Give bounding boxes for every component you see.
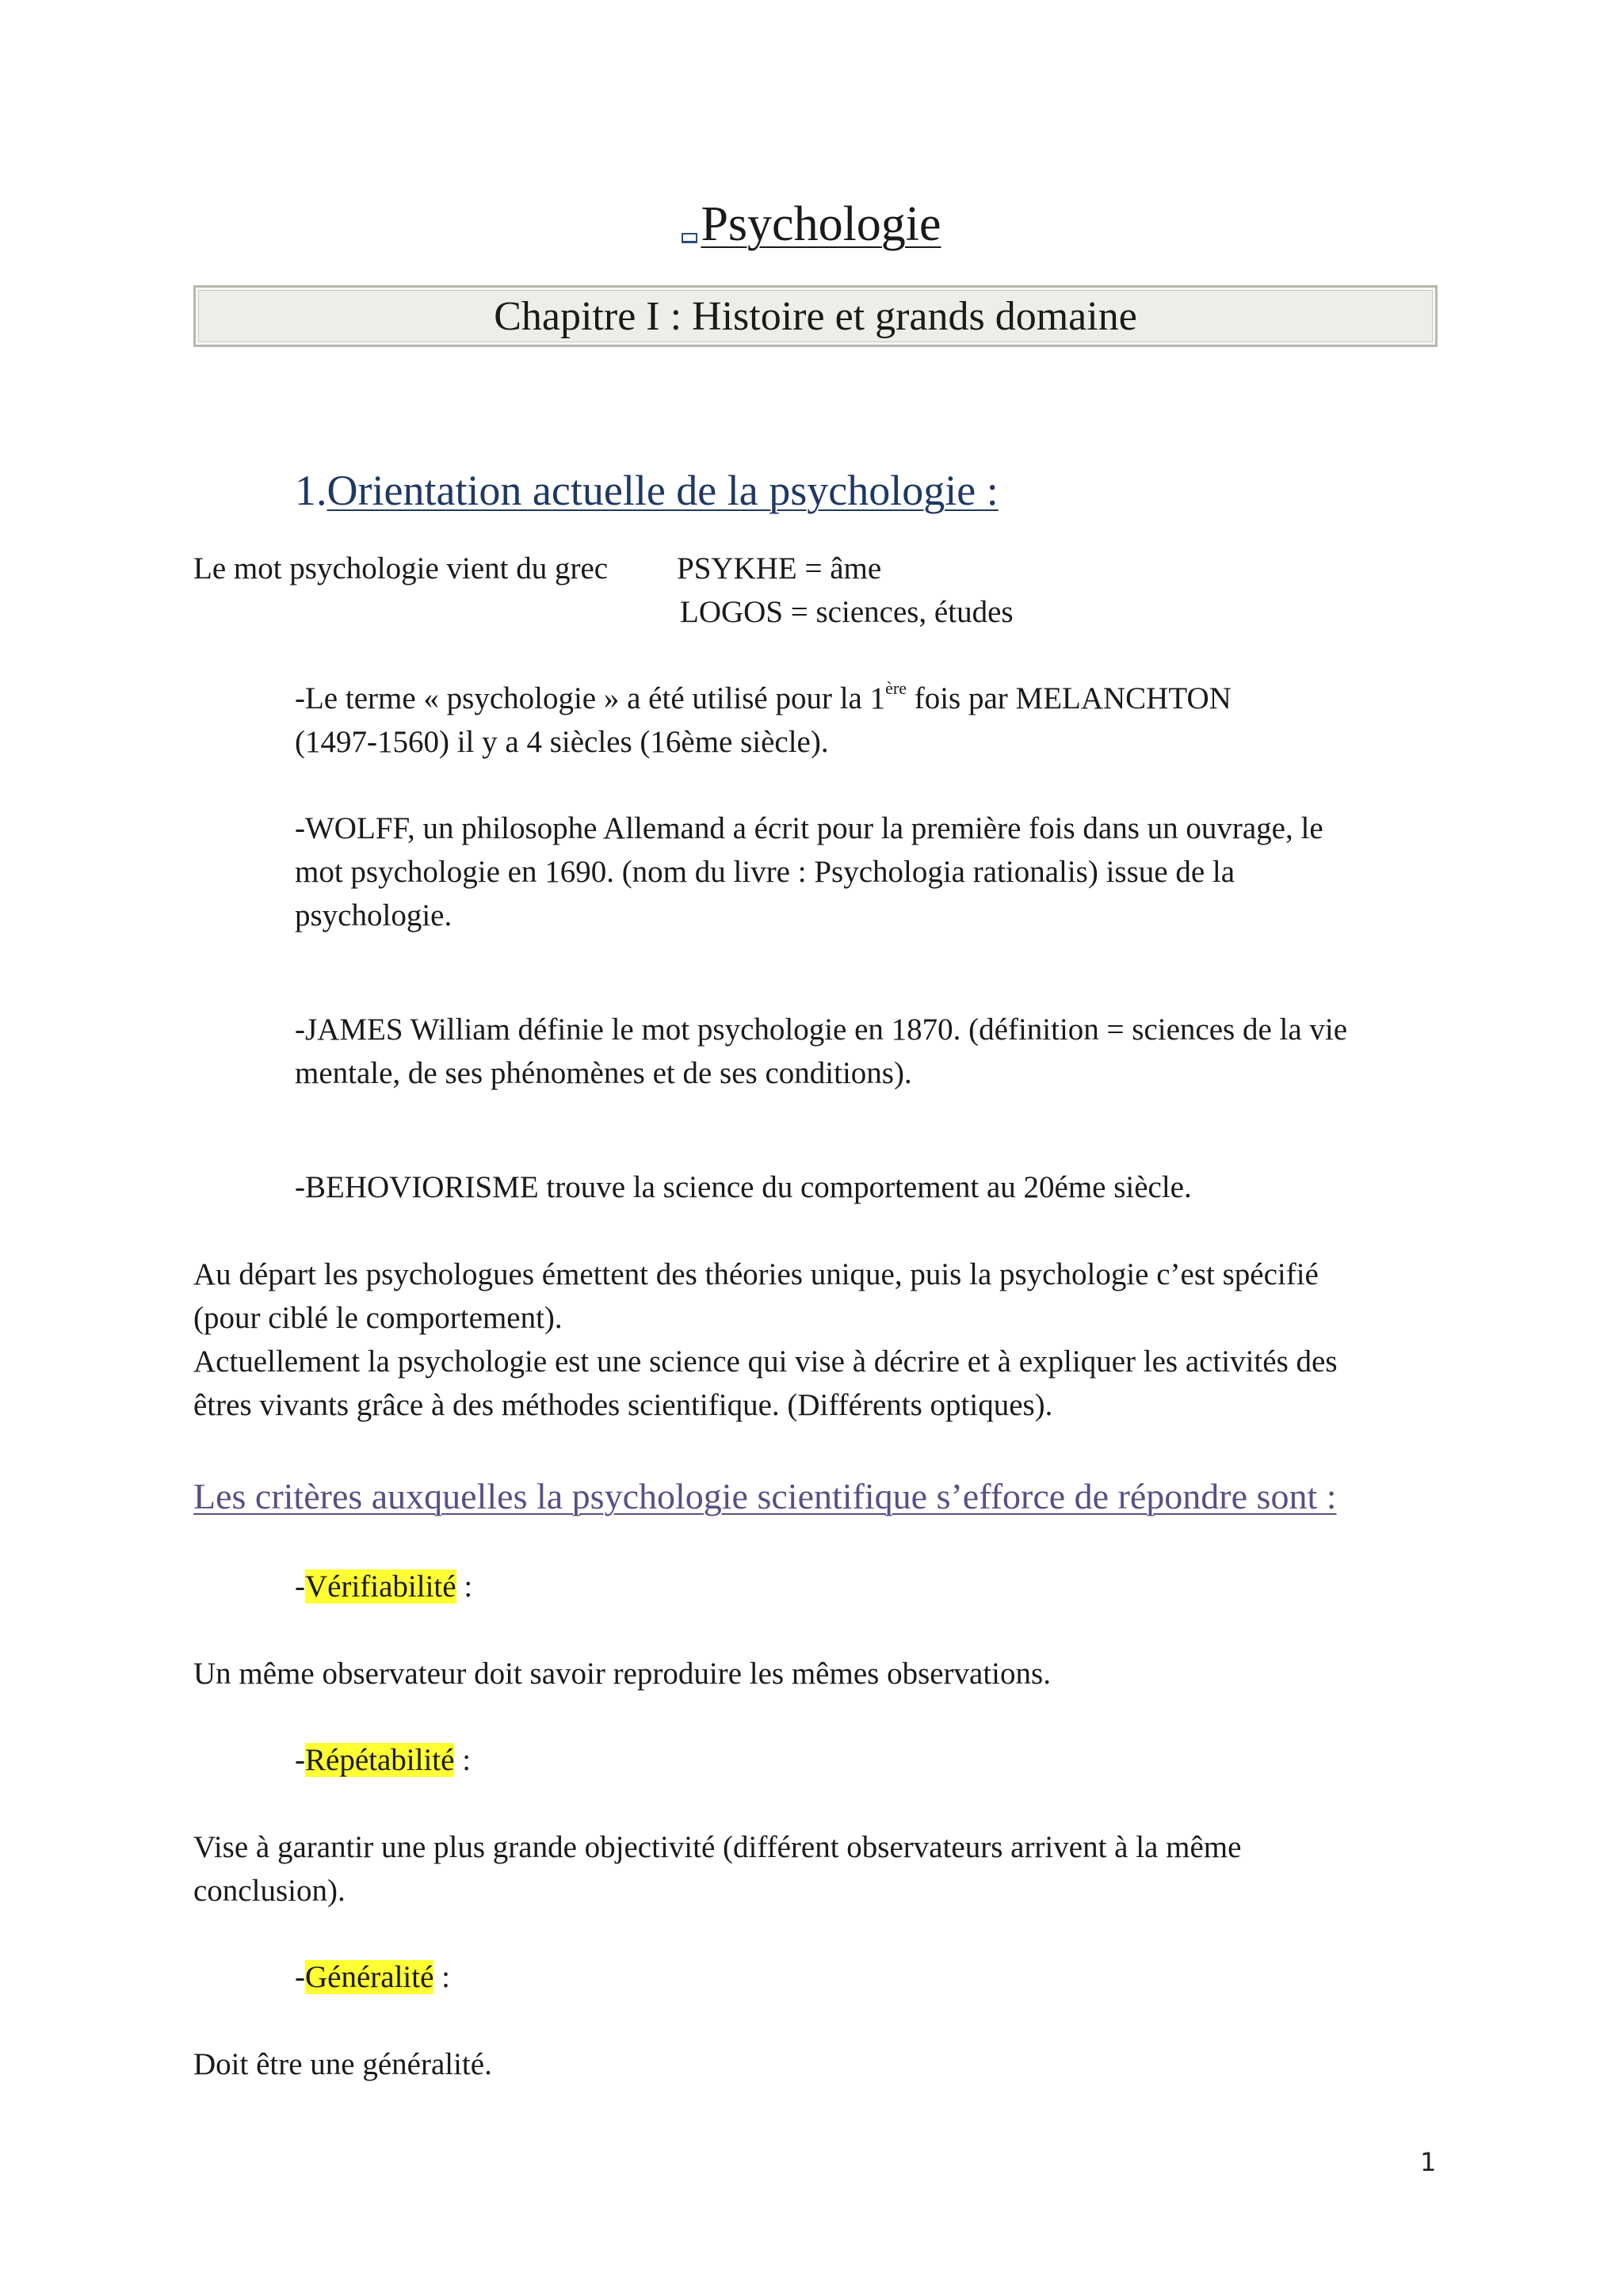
section-heading: 1.Orientation actuelle de la psychologie :	[295, 467, 999, 514]
highlight-repetabilite: Répétabilité	[305, 1743, 455, 1777]
history-paragraph-1: -Le terme « psychologie » a été utilisé pour la 1ère fois par MELANCHTON	[295, 678, 1232, 715]
chapter-heading-box	[193, 285, 1438, 347]
history-paragraph-2-line-2: mot psychologie en 1690. (nom du livre : Psychologia rationalis) issue de la	[295, 855, 1235, 889]
criterion-generalite-desc: Doit être une généralité.	[193, 2047, 492, 2081]
history-paragraph-1-line-2: (1497-1560) il y a 4 siècles (16ème siècle).	[295, 725, 829, 759]
criterion-verifiabilite-desc: Un même observateur doit savoir reproduire les mêmes observations.	[193, 1657, 1051, 1691]
chapter-heading: Chapitre I : Histoire et grands domaine	[494, 293, 1137, 339]
summary-line-2: (pour ciblé le comportement).	[193, 1301, 563, 1335]
criterion-generalite: -Généralité :	[295, 1960, 450, 1994]
highlight-verifiabilite: Vérifiabilité	[305, 1569, 456, 1604]
etymology-logos: LOGOS = sciences, études	[680, 595, 1014, 629]
anchor-marker-icon	[682, 233, 697, 243]
history-paragraph-3-line-2: mentale, de ses phénomènes et de ses conditions).	[295, 1056, 912, 1090]
summary-line-4: êtres vivants grâce à des méthodes scientifique. (Différents optiques).	[193, 1388, 1053, 1422]
history-paragraph-2-line-3: psychologie.	[295, 898, 453, 933]
summary-line-3: Actuellement la psychologie est une science qui vise à décrire et à expliquer les activités des	[193, 1344, 1338, 1379]
criterion-repetabilite-desc: Vise à garantir une plus grande objectivité (différent observateurs arrivent à la même	[193, 1830, 1242, 1864]
history-paragraph-3: -JAMES William définie le mot psychologie en 1870. (définition = sciences de la vie	[295, 1013, 1348, 1047]
history-paragraph-4: -BEHOVIORISME trouve la science du comportement au 20éme siècle.	[295, 1170, 1192, 1204]
summary-line-1: Au départ les psychologues émettent des théories unique, puis la psychologie c’est spécifié	[193, 1257, 1319, 1291]
criterion-repetabilite: -Répétabilité :	[295, 1743, 472, 1777]
highlight-generalite: Généralité	[305, 1960, 434, 1994]
history-paragraph-2: -WOLFF, un philosophe Allemand a écrit pour la première fois dans un ouvrage, le	[295, 811, 1323, 845]
criterion-repetabilite-desc-line-2: conclusion).	[193, 1874, 346, 1908]
page-number: 1	[1420, 2147, 1437, 2177]
criterion-verifiabilite: -Vérifiabilité :	[295, 1569, 473, 1604]
etymology-psykhe: PSYKHE = âme	[677, 551, 882, 585]
etymology-intro: Le mot psychologie vient du grec	[193, 551, 609, 585]
criteria-heading: Les critères auxquelles la psychologie scientifique s’efforce de répondre sont :	[193, 1476, 1337, 1516]
document-title: Psychologie	[0, 196, 1623, 253]
